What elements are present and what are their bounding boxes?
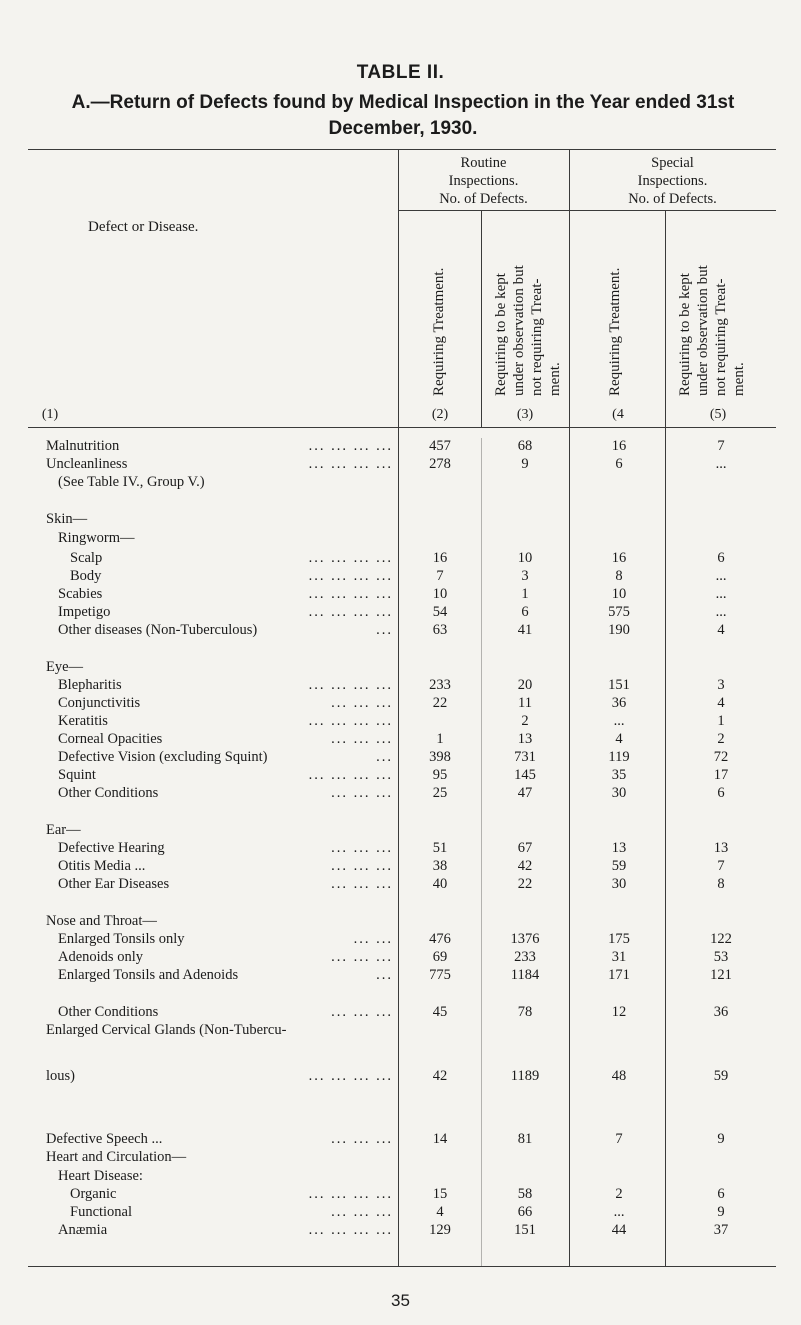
row-label: lous) bbox=[46, 1068, 75, 1084]
cell-col-2: 457 bbox=[429, 438, 451, 454]
cell-col-3: 81 bbox=[517, 1131, 533, 1147]
row-leader-dots: ... ... ... ... bbox=[308, 438, 393, 454]
row-label: Functional bbox=[70, 1204, 133, 1220]
cell-col-5: 1 bbox=[717, 713, 725, 729]
cell-col-4: 7 bbox=[615, 1131, 623, 1147]
cell-col-5: 7 bbox=[717, 438, 725, 454]
special-group-header bbox=[569, 154, 776, 208]
row-leader-dots: ... ... ... ... bbox=[308, 586, 393, 602]
cell-col-5: 122 bbox=[710, 931, 732, 947]
row-label: Scabies bbox=[58, 586, 103, 602]
routine-line-3: No. of Defects. bbox=[439, 191, 528, 207]
cell-col-5: ... bbox=[715, 568, 727, 584]
column-number-2: (2) bbox=[431, 407, 449, 422]
cell-col-4: 30 bbox=[611, 785, 627, 801]
cell-col-5: 37 bbox=[713, 1222, 729, 1238]
cell-col-2: 1 bbox=[436, 731, 444, 747]
cell-col-3: 58 bbox=[517, 1186, 533, 1202]
row-label: Uncleanliness bbox=[46, 456, 128, 472]
routine-observe-line-4: ment. bbox=[547, 362, 563, 396]
cell-col-2: 278 bbox=[429, 456, 451, 472]
table-row bbox=[0, 913, 801, 931]
cell-col-3: 68 bbox=[517, 438, 533, 454]
routine-observe-line-3: not requiring Treat- bbox=[529, 278, 545, 396]
cell-col-5: ... bbox=[715, 586, 727, 602]
cell-col-2: 45 bbox=[432, 1004, 448, 1020]
cell-col-5: 72 bbox=[713, 749, 729, 765]
table-row bbox=[0, 1149, 801, 1167]
special-line-2: Inspections. bbox=[637, 173, 708, 189]
table-row bbox=[0, 713, 801, 731]
cell-col-3: 731 bbox=[514, 749, 536, 765]
special-requiring-header: Requiring Treatment. bbox=[607, 267, 623, 396]
cell-col-3: 22 bbox=[517, 876, 533, 892]
cell-col-4: 48 bbox=[611, 1068, 627, 1084]
row-label: Corneal Opacities bbox=[58, 731, 163, 747]
routine-group-header bbox=[398, 154, 569, 208]
cell-col-2: 476 bbox=[429, 931, 451, 947]
row-label: (See Table IV., Group V.) bbox=[58, 474, 205, 490]
table-row bbox=[0, 604, 801, 622]
column-number-1: (1) bbox=[41, 407, 59, 422]
row-leader-dots: ... bbox=[376, 749, 393, 765]
column-number-3: (3) bbox=[516, 407, 534, 422]
routine-observe-line-2: under observation but bbox=[511, 265, 527, 396]
table-row bbox=[0, 438, 801, 456]
column-number-5: (5) bbox=[709, 407, 727, 422]
table-row bbox=[0, 550, 801, 568]
cell-col-2: 10 bbox=[432, 586, 448, 602]
table-row bbox=[0, 474, 801, 492]
special-observe-line-3: not requiring Treat- bbox=[713, 278, 729, 396]
cell-col-5: 59 bbox=[713, 1068, 729, 1084]
cell-col-5: 53 bbox=[713, 949, 729, 965]
cell-col-5: 36 bbox=[713, 1004, 729, 1020]
cell-col-3: 47 bbox=[517, 785, 533, 801]
cell-col-3: 9 bbox=[521, 456, 529, 472]
table-row bbox=[0, 1168, 801, 1186]
cell-col-4: 30 bbox=[611, 876, 627, 892]
row-leader-dots: ... ... ... ... bbox=[308, 550, 393, 566]
row-label: Other Conditions bbox=[58, 785, 159, 801]
row-label: Adenoids only bbox=[58, 949, 143, 965]
table-row bbox=[0, 967, 801, 985]
row-label: Other diseases (Non-Tuberculous) bbox=[58, 622, 258, 638]
cell-col-5: 9 bbox=[717, 1204, 725, 1220]
row-label: Body bbox=[70, 568, 102, 584]
row-leader-dots: ... ... ... bbox=[331, 695, 393, 711]
top-rule bbox=[28, 149, 776, 150]
cell-col-2: 51 bbox=[432, 840, 448, 856]
cell-col-3: 11 bbox=[518, 695, 532, 711]
cell-col-2: 54 bbox=[432, 604, 448, 620]
cell-col-4: 44 bbox=[611, 1222, 627, 1238]
row-label: Skin— bbox=[46, 511, 88, 527]
row-label: Defective Vision (excluding Squint) bbox=[58, 749, 268, 765]
cell-col-2: 38 bbox=[432, 858, 448, 874]
row-label: Nose and Throat— bbox=[46, 913, 157, 929]
table-row bbox=[0, 586, 801, 604]
table-row bbox=[0, 1004, 801, 1022]
cell-col-2: 398 bbox=[429, 749, 451, 765]
table-row bbox=[0, 822, 801, 840]
page-number: 35 bbox=[391, 1291, 410, 1310]
table-row bbox=[0, 530, 801, 548]
cell-col-4: 8 bbox=[615, 568, 623, 584]
row-label: Ear— bbox=[46, 822, 81, 838]
cell-col-4: 151 bbox=[608, 677, 630, 693]
cell-col-3: 42 bbox=[517, 858, 533, 874]
row-leader-dots: ... ... ... ... bbox=[308, 713, 393, 729]
cell-col-4: 36 bbox=[611, 695, 627, 711]
row-leader-dots: ... ... ... ... bbox=[308, 568, 393, 584]
row-leader-dots: ... ... ... bbox=[331, 876, 393, 892]
cell-col-5: 6 bbox=[717, 550, 725, 566]
cell-col-5: 6 bbox=[717, 1186, 725, 1202]
table-title: TABLE II. bbox=[356, 62, 445, 83]
cell-col-4: 31 bbox=[611, 949, 627, 965]
row-label: Scalp bbox=[70, 550, 103, 566]
row-leader-dots: ... ... ... bbox=[331, 785, 393, 801]
row-label: Impetigo bbox=[58, 604, 111, 620]
table-row bbox=[0, 1186, 801, 1204]
cell-col-5: 121 bbox=[710, 967, 732, 983]
cell-col-3: 2 bbox=[521, 713, 529, 729]
row-label: Anæmia bbox=[58, 1222, 108, 1238]
cell-col-2: 15 bbox=[432, 1186, 448, 1202]
row-leader-dots: ... ... ... ... bbox=[308, 1222, 393, 1238]
table-row bbox=[0, 1204, 801, 1222]
table-row bbox=[0, 876, 801, 894]
cell-col-5: 17 bbox=[713, 767, 729, 783]
cell-col-2: 16 bbox=[432, 550, 448, 566]
cell-col-2: 95 bbox=[432, 767, 448, 783]
table-row bbox=[0, 749, 801, 767]
cell-col-3: 66 bbox=[517, 1204, 533, 1220]
row-label: Ringworm— bbox=[58, 530, 135, 546]
row-label: Blepharitis bbox=[58, 677, 122, 693]
row-label: Squint bbox=[58, 767, 96, 783]
cell-col-2: 4 bbox=[436, 1204, 444, 1220]
row-leader-dots: ... ... ... ... bbox=[308, 767, 393, 783]
cell-col-3: 41 bbox=[517, 622, 533, 638]
row-leader-dots: ... ... ... ... bbox=[308, 1068, 393, 1084]
cell-col-2: 129 bbox=[429, 1222, 451, 1238]
special-observe-line-1: Requiring to be kept bbox=[677, 273, 693, 396]
row-leader-dots: ... ... ... ... bbox=[308, 677, 393, 693]
cell-col-5: 4 bbox=[717, 695, 725, 711]
cell-col-3: 1184 bbox=[510, 967, 540, 983]
row-leader-dots: ... ... ... ... bbox=[308, 456, 393, 472]
cell-col-2: 42 bbox=[432, 1068, 448, 1084]
cell-col-5: ... bbox=[715, 456, 727, 472]
row-leader-dots: ... ... ... bbox=[331, 1204, 393, 1220]
row-label: Keratitis bbox=[58, 713, 108, 729]
row-label: Enlarged Tonsils only bbox=[58, 931, 185, 947]
row-leader-dots: ... ... bbox=[353, 931, 393, 947]
special-observe-header bbox=[676, 216, 756, 396]
row-leader-dots: ... ... ... bbox=[331, 858, 393, 874]
cell-col-2: 40 bbox=[432, 876, 448, 892]
cell-col-5: 7 bbox=[717, 858, 725, 874]
cell-col-2: 25 bbox=[432, 785, 448, 801]
special-observe-line-2: under observation but bbox=[695, 265, 711, 396]
cell-col-4: 13 bbox=[611, 840, 627, 856]
group-rule bbox=[398, 210, 776, 211]
cell-col-3: 10 bbox=[517, 550, 533, 566]
cell-col-4: 175 bbox=[608, 931, 630, 947]
bottom-rule bbox=[28, 1266, 776, 1267]
row-leader-dots: ... ... ... bbox=[331, 949, 393, 965]
column-number-4: (4 bbox=[612, 407, 624, 422]
cell-col-3: 78 bbox=[517, 1004, 533, 1020]
cell-col-5: 13 bbox=[713, 840, 729, 856]
cell-col-5: 8 bbox=[717, 876, 725, 892]
row-leader-dots: ... ... ... bbox=[331, 1004, 393, 1020]
row-label: Organic bbox=[70, 1186, 117, 1202]
cell-col-4: 4 bbox=[615, 731, 623, 747]
cell-col-3: 1376 bbox=[510, 931, 540, 947]
cell-col-5: 9 bbox=[717, 1131, 725, 1147]
cell-col-5: 2 bbox=[717, 731, 725, 747]
table-row bbox=[0, 949, 801, 967]
cell-col-4: 10 bbox=[611, 586, 627, 602]
cell-col-4: 171 bbox=[608, 967, 630, 983]
cell-col-3: 1189 bbox=[510, 1068, 540, 1084]
cell-col-4: ... bbox=[613, 1204, 625, 1220]
table-row bbox=[0, 456, 801, 474]
cell-col-2: 63 bbox=[432, 622, 448, 638]
table-row bbox=[0, 659, 801, 677]
cell-col-3: 20 bbox=[517, 677, 533, 693]
defect-column-header: Defect or Disease. bbox=[88, 219, 199, 235]
table-subtitle: A.—Return of Defects found by Medical Inspection in the Year ended 31st December, 1930. bbox=[71, 92, 735, 139]
cell-col-4: 190 bbox=[608, 622, 630, 638]
table-row bbox=[0, 1022, 801, 1040]
cell-col-2: 7 bbox=[436, 568, 444, 584]
cell-col-2: 233 bbox=[429, 677, 451, 693]
row-label: Otitis Media ... bbox=[58, 858, 146, 874]
cell-col-3: 13 bbox=[517, 731, 533, 747]
row-label: Other Ear Diseases bbox=[58, 876, 170, 892]
cell-col-4: 119 bbox=[608, 749, 630, 765]
cell-col-4: 12 bbox=[611, 1004, 627, 1020]
row-label: Malnutrition bbox=[46, 438, 120, 454]
table-row bbox=[0, 1222, 801, 1240]
cell-col-3: 233 bbox=[514, 949, 536, 965]
cell-col-4: 16 bbox=[611, 438, 627, 454]
table-row bbox=[0, 785, 801, 803]
cell-col-5: ... bbox=[715, 604, 727, 620]
row-label: Eye— bbox=[46, 659, 84, 675]
table-row bbox=[0, 731, 801, 749]
table-row bbox=[0, 767, 801, 785]
header-bottom-rule bbox=[28, 427, 776, 428]
cell-col-4: 2 bbox=[615, 1186, 623, 1202]
row-label: Enlarged Cervical Glands (Non-Tubercu- bbox=[46, 1022, 287, 1038]
cell-col-5: 3 bbox=[717, 677, 725, 693]
routine-observe-header bbox=[492, 216, 564, 396]
cell-col-4: ... bbox=[613, 713, 625, 729]
cell-col-5: 6 bbox=[717, 785, 725, 801]
table-row bbox=[0, 931, 801, 949]
cell-col-3: 151 bbox=[514, 1222, 536, 1238]
routine-line-2: Inspections. bbox=[448, 173, 519, 189]
cell-col-4: 6 bbox=[615, 456, 623, 472]
cell-col-3: 3 bbox=[521, 568, 529, 584]
row-leader-dots: ... ... ... bbox=[331, 840, 393, 856]
cell-col-3: 1 bbox=[521, 586, 529, 602]
routine-requiring-header: Requiring Treatment. bbox=[431, 267, 447, 396]
table-row bbox=[0, 677, 801, 695]
row-leader-dots: ... bbox=[376, 967, 393, 983]
table-row bbox=[0, 511, 801, 529]
special-line-1: Special bbox=[651, 155, 694, 171]
cell-col-3: 67 bbox=[517, 840, 533, 856]
row-label: Other Conditions bbox=[58, 1004, 159, 1020]
cell-col-4: 575 bbox=[608, 604, 630, 620]
row-leader-dots: ... ... ... ... bbox=[308, 604, 393, 620]
table-row bbox=[0, 568, 801, 586]
cell-col-4: 35 bbox=[611, 767, 627, 783]
cell-col-2: 14 bbox=[432, 1131, 448, 1147]
row-label: Enlarged Tonsils and Adenoids bbox=[58, 967, 239, 983]
special-observe-line-4: ment. bbox=[731, 362, 747, 396]
table-row bbox=[0, 622, 801, 640]
row-label: Defective Hearing bbox=[58, 840, 165, 856]
row-label: Heart and Circulation— bbox=[46, 1149, 187, 1165]
row-leader-dots: ... bbox=[376, 622, 393, 638]
cell-col-5: 4 bbox=[717, 622, 725, 638]
cell-col-4: 16 bbox=[611, 550, 627, 566]
cell-col-4: 59 bbox=[611, 858, 627, 874]
row-label: Heart Disease: bbox=[58, 1168, 143, 1184]
row-label: Defective Speech ... bbox=[46, 1131, 163, 1147]
row-label: Conjunctivitis bbox=[58, 695, 141, 711]
row-leader-dots: ... ... ... bbox=[331, 731, 393, 747]
table-row bbox=[0, 858, 801, 876]
table-row bbox=[0, 840, 801, 858]
cell-col-2: 69 bbox=[432, 949, 448, 965]
cell-col-2: 775 bbox=[429, 967, 451, 983]
cell-col-3: 145 bbox=[514, 767, 536, 783]
row-leader-dots: ... ... ... ... bbox=[308, 1186, 393, 1202]
vertical-rule-2 bbox=[481, 210, 482, 427]
cell-col-2: 22 bbox=[432, 695, 448, 711]
cell-col-3: 6 bbox=[521, 604, 529, 620]
routine-line-1: Routine bbox=[460, 155, 507, 171]
table-row bbox=[0, 1131, 801, 1149]
table-row bbox=[0, 695, 801, 713]
special-line-3: No. of Defects. bbox=[628, 191, 717, 207]
row-leader-dots: ... ... ... bbox=[331, 1131, 393, 1147]
routine-observe-line-1: Requiring to be kept bbox=[493, 273, 509, 396]
table-row bbox=[0, 1068, 801, 1086]
